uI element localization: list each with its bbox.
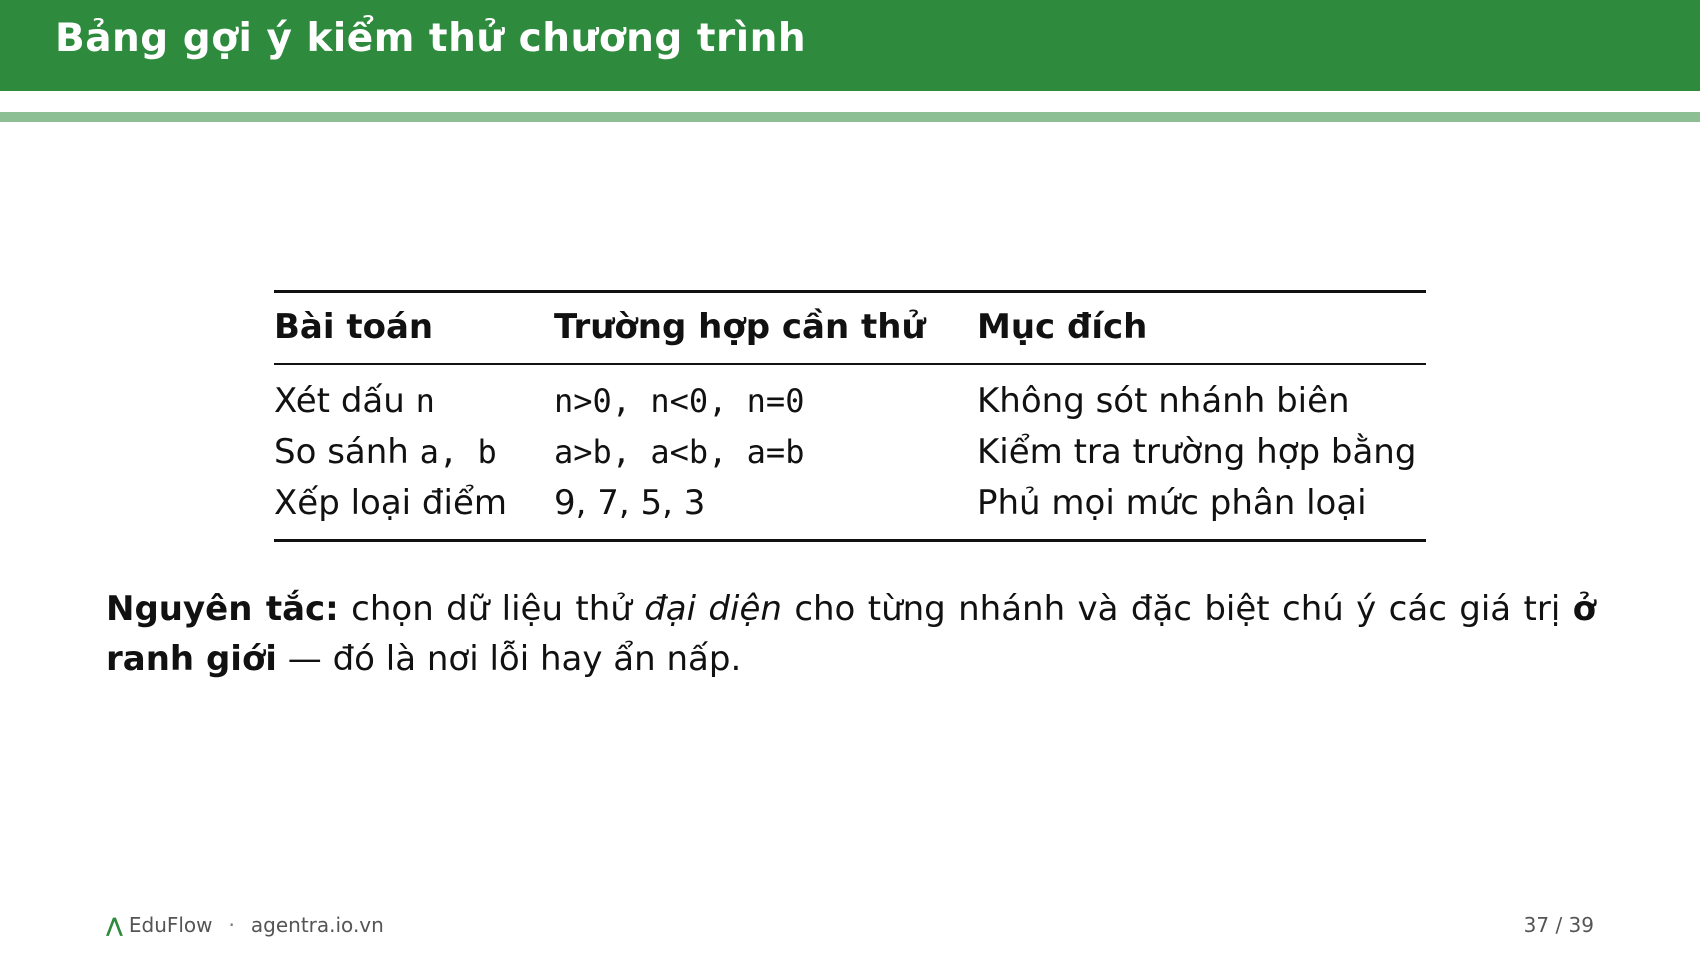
column-header-cases: Trường hợp cần thử bbox=[554, 307, 926, 347]
cell-cases bbox=[554, 426, 977, 477]
cell-cases bbox=[554, 364, 977, 426]
cell-purpose: Không sót nhánh biên bbox=[977, 381, 1350, 421]
test-suggestion-table bbox=[274, 290, 1426, 542]
table-row bbox=[274, 477, 1426, 541]
page-number: 37 / 39 bbox=[1523, 913, 1594, 937]
principle-text-1: chọn dữ liệu thử bbox=[338, 589, 645, 629]
footer-separator: · bbox=[228, 913, 235, 937]
principle-text-2: cho từng nhánh và đặc biệt chú ý các giá trị bbox=[781, 589, 1573, 629]
cell-purpose: Kiểm tra trường hợp bằng bbox=[977, 432, 1417, 472]
footer-site[interactable]: agentra.io.vn bbox=[250, 913, 384, 937]
column-header-problem: Bài toán bbox=[274, 307, 434, 347]
problem-text: Xét dấu bbox=[274, 381, 416, 421]
cell-purpose: Phủ mọi mức phân loại bbox=[977, 483, 1367, 523]
footer-brand: EduFlow bbox=[128, 913, 213, 937]
problem-text: Xếp loại điểm bbox=[274, 483, 508, 523]
lambda-logo-icon: ⋀ bbox=[106, 913, 123, 937]
table-header-row bbox=[274, 292, 1426, 365]
principle-emphasis: đại diện bbox=[644, 589, 782, 629]
slide-title: Bảng gợi ý kiểm thử chương trình bbox=[55, 16, 807, 61]
problem-text: So sánh bbox=[274, 432, 420, 472]
cases-text: a>b, a<b, a=b bbox=[554, 433, 805, 471]
principle-label: Nguyên tắc: bbox=[106, 589, 339, 629]
slide-header bbox=[0, 0, 1700, 91]
accent-bar bbox=[0, 112, 1700, 122]
cell-problem bbox=[274, 477, 554, 541]
cell-problem bbox=[274, 364, 554, 426]
principle-paragraph bbox=[106, 584, 1596, 684]
problem-code: n bbox=[415, 382, 435, 420]
principle-strong: ở ranh giới bbox=[106, 589, 1596, 679]
test-suggestion-table-container bbox=[274, 290, 1426, 542]
table-row bbox=[274, 364, 1426, 426]
column-header-purpose: Mục đích bbox=[977, 307, 1148, 347]
cases-text: n>0, n<0, n=0 bbox=[554, 382, 805, 420]
footer-left bbox=[106, 913, 384, 937]
cell-cases: 9, 7, 5, 3 bbox=[554, 483, 706, 523]
problem-code: a, b bbox=[419, 433, 497, 471]
cell-problem bbox=[274, 426, 554, 477]
principle-text-3: — đó là nơi lỗi hay ẩn nấp. bbox=[276, 639, 742, 679]
table-row bbox=[274, 426, 1426, 477]
